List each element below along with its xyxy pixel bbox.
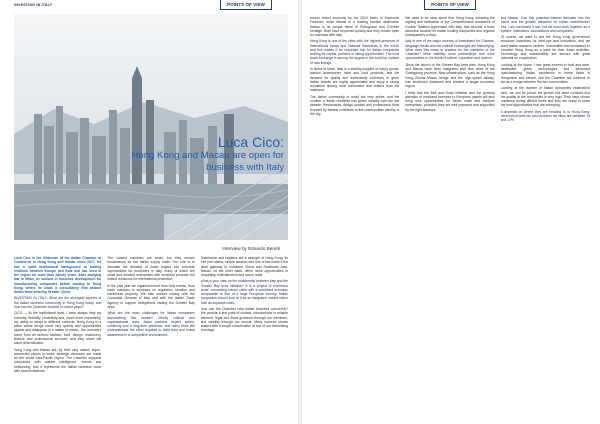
right-page [302,0,600,424]
running-head: INVESTING IN ITALY [14,3,53,7]
right-column-2 [405,16,494,420]
paragraph: The closest countries are small, but they remain fundamental for the Italian supply chain. Our role is to translate the demand of Asian buyers into concrete opportunities for producers in Italy, many of which are small and medium enterprises with excellent products but limited resources for international promotion. [107,256,195,282]
paragraph: world's freest economy by the 2019 Index of Economic Freedom, while Macau is a leading tourism destination thanks to its unique blend of Portuguese and Chinese heritage. Both have reopened quickly and they remain open for business with Italy. [310,16,400,37]
headline-name: Luca Cico: [217,134,284,150]
question: and Macau. Can this potential interest translate into the future and the greater attraction for Italian investments? Yes, I am convinced it can, but we must work together as a system: institutions, associations and companies. [500,16,590,33]
section-tab: POINTS OF VIEW [220,0,272,10]
byline: Interview by Edoardo Beretti [222,246,280,251]
article-headline [94,134,284,174]
skyline-illustration [14,14,288,240]
paragraph [14,256,101,294]
left-column-1 [14,256,101,418]
paragraph: CICO — At the institutional level, I have always kept my curiosity, flexibility, proactivity and, much more importantly, my ability to adapt to different contexts. Hong Kong is a place where things move very quickly and opportunities appear and disappear in a matter of weeks. Our members come from all sectors: fashion, food, design, machinery, finance and professional services, and they share the same determination. [14,311,102,346]
question: What is your view on the relationship between Italy and the Greater Bay Area initiative? It is a project of enormous scale, connecting eleven cities with a combined economy comparable to that of a large European country. Italian companies should look at it as an integrated market rather than as separate cities. [200,279,288,305]
question: Italy is one of the major sources of investment for Chinese-language media and the cultural exchanges are intensifying. What does this mean in practice for the members of the Chamber? More visibility, more partnerships and more opportunities in the fields of culture, education and tourism. [405,39,495,61]
paragraph: The Italian community is small but very active, and the number of Italian residents has grown steadily over the last decade. Restaurants, design studios and professional firms founded by Italians contribute to the cosmopolitan identity of the city. [310,94,400,116]
paragraph: Looking at the future, I see great interest in food and wine, healthcare, green technologies and advanced manufacturing. Italian excellence in these fields is recognised and valued, and the Chamber will continue to act as a bridge between the two communities. [500,62,590,84]
paragraph: Since the launch of the Greater Bay Area plan, Hong Kong and Macau have been integrated with nine cities of the Guangdong province. New infrastructure, such as the Hong Kong–Zhuhai–Macau bridge and the high-speed railway, has shortened distances and created a single economic region. [405,62,495,89]
right-column-3 [501,16,590,420]
left-column-2 [107,256,194,418]
paragraph: I think that the Belt and Road initiative and the growing attention of mainland investors to European assets will also bring new opportunities for Italian small and medium enterprises, provided they are well prepared and supported by the right advisors. [405,90,495,112]
paragraph: Hong Kong and Macau are, by their very nature, super-connected places in which strategic decisions are made for the whole Asia-Pacific region. The Chamber supports companies with market intelligence, events and networking, and it represents the Italian business voice with local institutions. [14,347,102,373]
paragraph: Of course, we want to see the Hong Kong government introduce incentives for start-ups and innovation, and we want Italian research centres, universities and incubators to consider Hong Kong as a base for their Asian activities. Technology and sustainability are sectors with great potential for cooperation. [500,35,590,61]
paragraph: In the past year we organised more than forty events, from trade missions to seminars on regulation, taxation and intellectual property. We also worked closely with the Consulate General of Italy and with the Italian Trade Agency to support delegations visiting the Greater Bay Area. [107,283,195,309]
question: What are the main challenges for Italian companies approaching this market? Mostly cultural and organisational ones. Asian partners expect speed, continuity and a long-term presence, and many firms still underestimate the effort required to build trust and brand awareness in a competitive environment. [107,311,195,337]
question: INVESTING IN ITALY: What are the strongest aspects of the Italian business community in Hong Kong today, and how has the Chamber evolved in recent years? [14,296,102,309]
intro-paragraph: Luca Cico is the Chairman of the Italian Chamber of Commerce in Hong Kong and Macau since 2017. He has a solid institutional background in trading relations between Europe and Asia and has lived in the region for more than twenty years. After studying law in Milan, he worked in business development for manufacturing companies before moving to Hong Kong, where he leads a consultancy that assists Italian firms entering Greater China. [14,256,102,294]
paragraph: Looking at the number of Italian companies established here, we can be proud: the growth has been constant and the quality of the companies is very high. They have shown resilience during difficult times and they are ready to seize the new opportunities that are emerging. [500,86,590,108]
paragraph: We need to be clear about this: Hong Kong, following the signing and ratification of the Comprehensive Avoidance of Double Taxation Agreement with Italy, has become a more attractive location for Italian holding companies and regional headquarters in Asia. [405,16,495,37]
question: It depends on where they are heading to in Hong Kong: personal income tax and business tax rates are between 15 and 17%. [500,109,590,123]
right-body-columns [310,16,590,420]
paragraph: How can the Chamber help Italian investors concretely? We provide a first point of contact, introductions to reliable partners, legal and fiscal guidance through our members, and visibility through our events. Many success stories started with a simple conversation at one of our networking evenings. [200,307,288,333]
left-column-3 [201,256,288,418]
hero-photo [14,14,288,240]
headline-title: Hong Kong and Macau are open for business with Italy [131,150,284,173]
left-page [0,0,298,424]
left-body-columns [14,256,288,418]
question: Hong Kong is one of the cities with the highest presence of international banks and financial institutions in the world, and this makes it an important hub for Italian companies looking for capital, partners or listing opportunities. The local stock exchange is among the largest in the world by number of new listings. [310,39,400,65]
right-column-1 [310,16,399,420]
paragraph: Distribution and logistics are a strength of Hong Kong: its free port status, simple taxation and rule of law make it the ideal gateway to mainland China and Southeast Asia. Macau, on the other hand, offers niche opportunities in hospitality, entertainment and luxury retail. [200,256,288,277]
section-tab: POINTS OF VIEW [424,0,476,10]
paragraph: In terms of trade, Italy is a leading supplier of luxury goods, fashion accessories, wine and food products, and the demand for quality and authenticity continues to grow. Italian brands are highly appreciated and enjoy a strong reputation among local consumers and visitors from the mainland. [310,67,400,93]
